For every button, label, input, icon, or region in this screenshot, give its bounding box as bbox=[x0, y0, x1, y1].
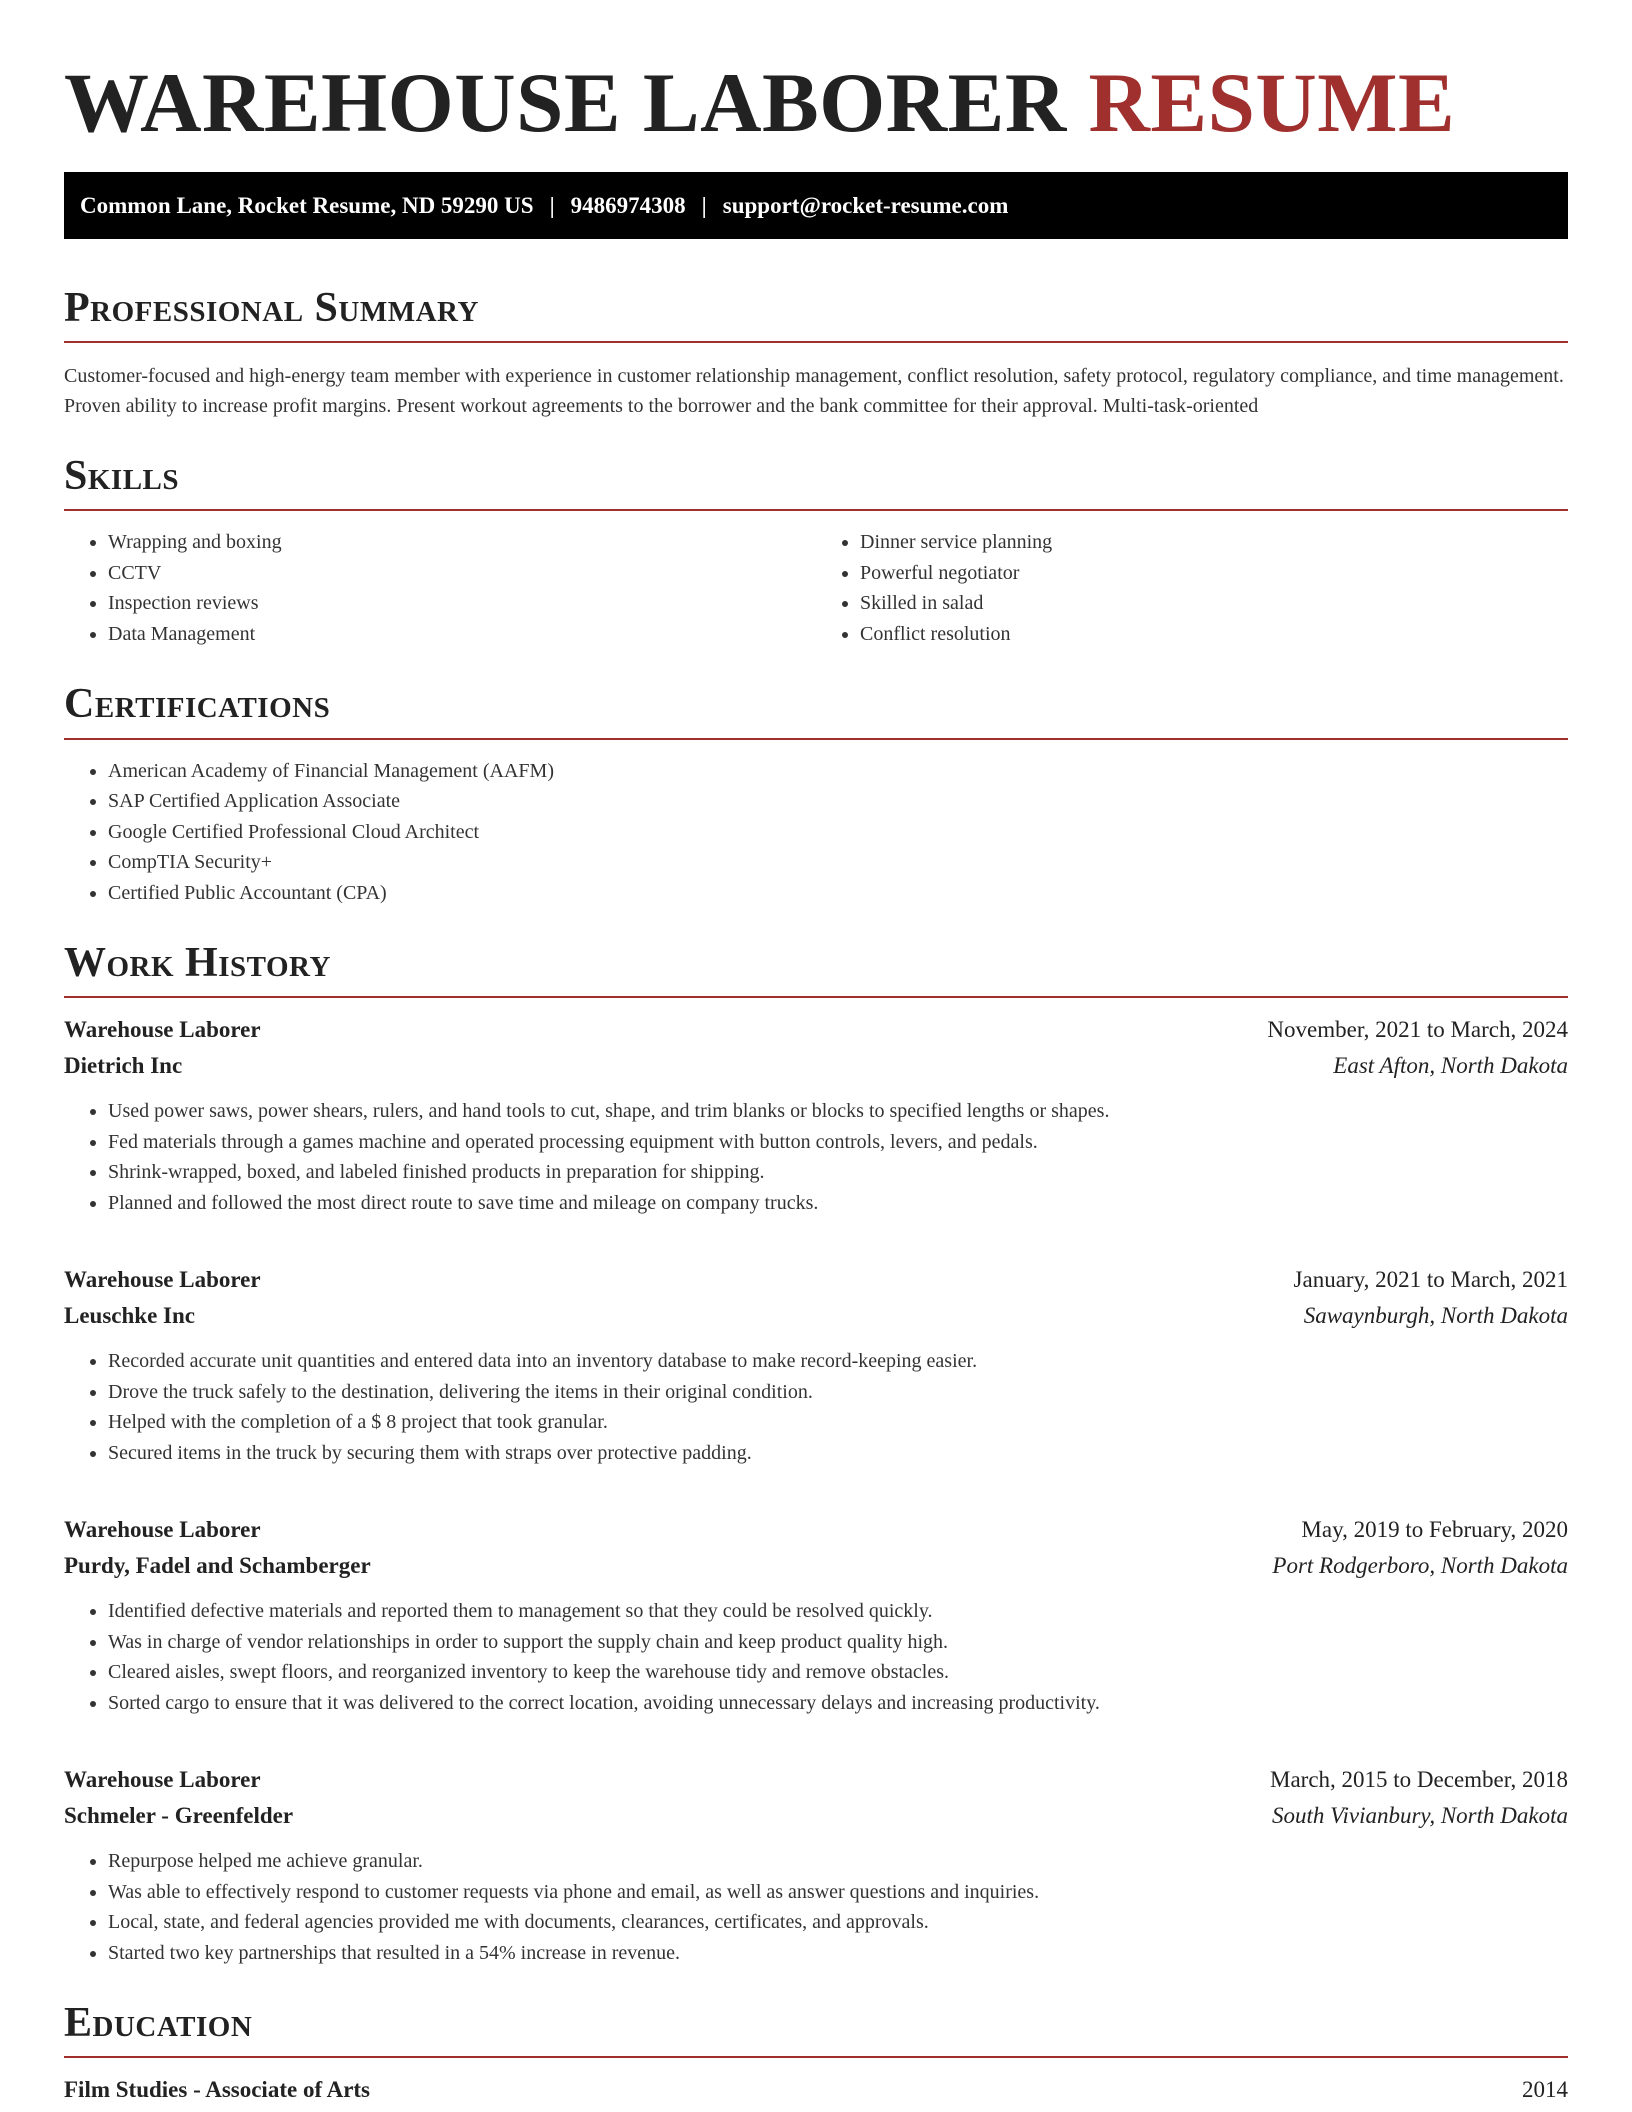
job-company: Dietrich Inc bbox=[64, 1053, 183, 1079]
contact-separator: | bbox=[701, 192, 707, 218]
job-entry bbox=[64, 1012, 1568, 1218]
resume-title bbox=[64, 52, 1568, 154]
job-company: Leuschke Inc bbox=[64, 1303, 195, 1329]
job-header-row bbox=[64, 1262, 1568, 1298]
job-duty: • Helped with the completion of a $ 8 project that took granular. bbox=[108, 1407, 1568, 1438]
certifications-list bbox=[64, 756, 1568, 909]
section-heading: Work History bbox=[64, 940, 1568, 998]
job-company-row bbox=[64, 1048, 1568, 1084]
education-year: 2014 bbox=[1522, 2077, 1568, 2103]
job-header-row bbox=[64, 1762, 1568, 1798]
job-duty: • Started two key partnerships that resulted in a 54% increase in revenue. bbox=[108, 1938, 1568, 1969]
job-duty: • Identified defective materials and reported them to management so that they could be resolved quickly. bbox=[108, 1596, 1568, 1627]
skills-list-left bbox=[64, 527, 816, 649]
job-company: Schmeler - Greenfelder bbox=[64, 1803, 294, 1829]
job-company-row bbox=[64, 1298, 1568, 1334]
title-main: WAREHOUSE LABORER bbox=[64, 56, 1067, 150]
job-header-row bbox=[64, 1512, 1568, 1548]
skill-item: • Wrapping and boxing bbox=[108, 527, 816, 558]
skill-item: • Skilled in salad bbox=[860, 588, 1568, 619]
job-entry bbox=[64, 1512, 1568, 1718]
job-duty: • Local, state, and federal agencies provided me with documents, clearances, certificates, and approvals. bbox=[108, 1907, 1568, 1938]
skills-list-right bbox=[816, 527, 1568, 649]
job-dates: January, 2021 to March, 2021 bbox=[1293, 1267, 1568, 1293]
job-duty: • Was in charge of vendor relationships in order to support the supply chain and keep product quality high. bbox=[108, 1627, 1568, 1658]
job-company-row bbox=[64, 1548, 1568, 1584]
section-heading: Professional Summary bbox=[64, 285, 1568, 343]
job-dates: May, 2019 to February, 2020 bbox=[1301, 1517, 1568, 1543]
job-title: Warehouse Laborer bbox=[64, 1267, 261, 1293]
job-duty: • Planned and followed the most direct route to save time and mileage on company trucks. bbox=[108, 1188, 1568, 1219]
job-location: Sawaynburgh, North Dakota bbox=[1303, 1303, 1568, 1329]
skill-item: • CCTV bbox=[108, 558, 816, 589]
job-duty: • Cleared aisles, swept floors, and reorganized inventory to keep the warehouse tidy and remove obstacles. bbox=[108, 1657, 1568, 1688]
skill-item: • Conflict resolution bbox=[860, 619, 1568, 650]
job-duty: • Sorted cargo to ensure that it was delivered to the correct location, avoiding unnecessary delays and increasing productivity. bbox=[108, 1688, 1568, 1719]
job-duty: • Recorded accurate unit quantities and entered data into an inventory database to make record-keeping easier. bbox=[108, 1346, 1568, 1377]
job-header-row bbox=[64, 1012, 1568, 1048]
section-heading: Education bbox=[64, 2000, 1568, 2058]
education-degree: Film Studies - Associate of Arts bbox=[64, 2077, 371, 2103]
professional-summary-section bbox=[64, 285, 1568, 421]
job-company: Purdy, Fadel and Schamberger bbox=[64, 1553, 371, 1579]
job-duties-list bbox=[64, 1346, 1568, 1468]
skill-item: • Dinner service planning bbox=[860, 527, 1568, 558]
education-section bbox=[64, 2000, 1568, 2108]
skills-columns bbox=[64, 511, 1568, 649]
job-location: East Afton, North Dakota bbox=[1333, 1053, 1568, 1079]
contact-separator: | bbox=[549, 192, 555, 218]
job-duty: • Drove the truck safely to the destination, delivering the items in their original condition. bbox=[108, 1377, 1568, 1408]
job-dates: March, 2015 to December, 2018 bbox=[1270, 1767, 1568, 1793]
education-entry bbox=[64, 2072, 1568, 2108]
job-duty: • Used power saws, power shears, rulers, and hand tools to cut, shape, and trim blanks or blocks to specified lengths or shapes. bbox=[108, 1096, 1568, 1127]
certifications-section bbox=[64, 681, 1568, 908]
job-duty: • Repurpose helped me achieve granular. bbox=[108, 1846, 1568, 1877]
skill-item: • Powerful negotiator bbox=[860, 558, 1568, 589]
contact-email: support@rocket-resume.com bbox=[722, 192, 1009, 218]
job-duties-list bbox=[64, 1596, 1568, 1718]
certification-item: • American Academy of Financial Management (AAFM) bbox=[108, 756, 1568, 787]
job-duties-list bbox=[64, 1096, 1568, 1218]
job-location: Port Rodgerboro, North Dakota bbox=[1272, 1553, 1568, 1579]
job-entry bbox=[64, 1262, 1568, 1468]
certification-item: • SAP Certified Application Associate bbox=[108, 786, 1568, 817]
job-title: Warehouse Laborer bbox=[64, 1517, 261, 1543]
work-history-section bbox=[64, 940, 1568, 1968]
skill-item: • Data Management bbox=[108, 619, 816, 650]
job-duty: • Shrink-wrapped, boxed, and labeled finished products in preparation for shipping. bbox=[108, 1157, 1568, 1188]
certification-item: • Google Certified Professional Cloud Architect bbox=[108, 817, 1568, 848]
job-dates: November, 2021 to March, 2024 bbox=[1267, 1017, 1568, 1043]
contact-bar bbox=[64, 172, 1568, 239]
skills-section bbox=[64, 453, 1568, 649]
section-heading: Certifications bbox=[64, 681, 1568, 739]
job-duties-list bbox=[64, 1846, 1568, 1968]
job-entry bbox=[64, 1762, 1568, 1968]
summary-text: Customer-focused and high-energy team member with experience in customer relationship management, conflict resolution, safety protocol, regulatory compliance, and time management. Proven ability to increase profit margins. Present workout agreements to the borrower and the bank committee for their approval. Multi-task-oriented bbox=[64, 365, 1564, 418]
certification-item: • Certified Public Accountant (CPA) bbox=[108, 878, 1568, 909]
job-title: Warehouse Laborer bbox=[64, 1767, 261, 1793]
job-duty: • Was able to effectively respond to customer requests via phone and email, as well as answer questions and inquiries. bbox=[108, 1877, 1568, 1908]
skill-item: • Inspection reviews bbox=[108, 588, 816, 619]
job-location: South Vivianbury, North Dakota bbox=[1271, 1803, 1568, 1829]
job-company-row bbox=[64, 1798, 1568, 1834]
contact-phone: 9486974308 bbox=[570, 192, 686, 218]
job-title: Warehouse Laborer bbox=[64, 1017, 261, 1043]
section-heading: Skills bbox=[64, 453, 1568, 511]
job-duty: • Secured items in the truck by securing them with straps over protective padding. bbox=[108, 1438, 1568, 1469]
title-accent: RESUME bbox=[1088, 56, 1456, 150]
contact-address: Common Lane, Rocket Resume, ND 59290 US bbox=[80, 192, 534, 218]
job-duty: • Fed materials through a games machine and operated processing equipment with button controls, levers, and pedals. bbox=[108, 1127, 1568, 1158]
certification-item: • CompTIA Security+ bbox=[108, 847, 1568, 878]
